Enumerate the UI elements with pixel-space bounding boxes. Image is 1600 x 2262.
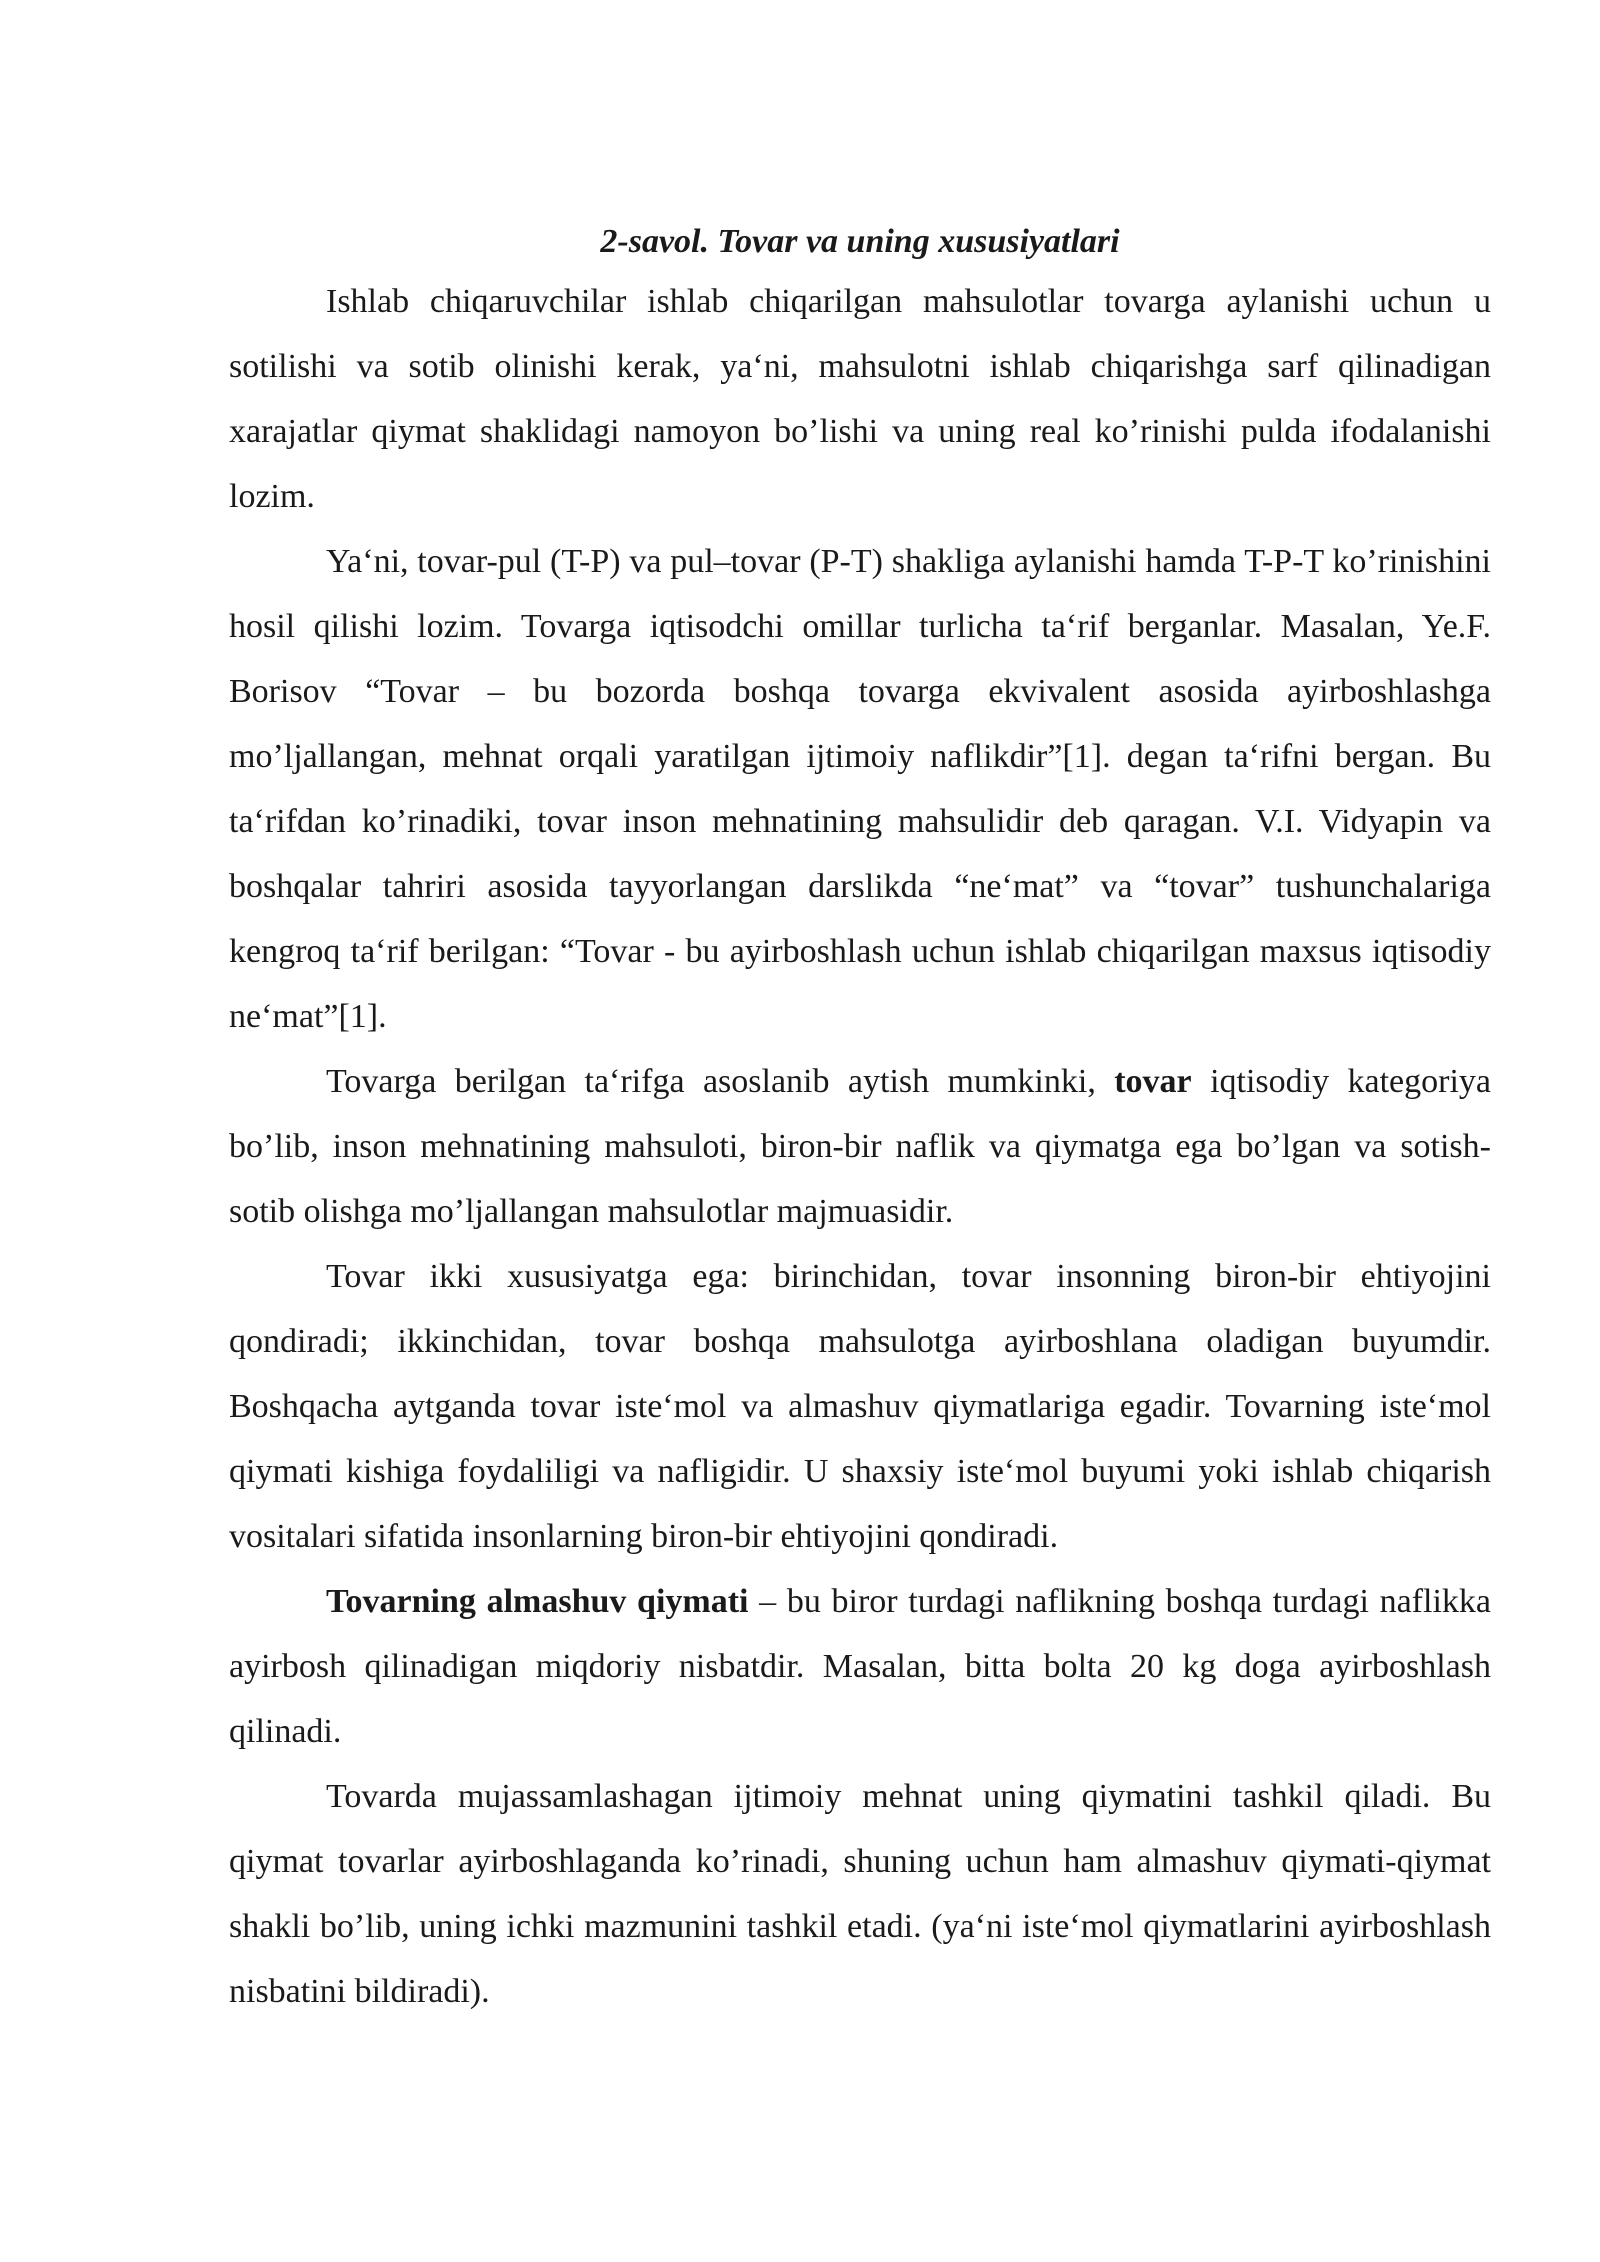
paragraph-4: Tovar ikki xususiyatga ega: birinchidan, tovar insonning biron-bir ehtiyojini qondiradi; ikkinchidan, tovar boshqa mahsulotga ayirboshlana oladigan buyumdir. Boshqacha aytganda tovar iste‘mol va almashuv qiymatlariga egadir. Tovarning iste‘mol qiymati kishiga foydaliligi va nafligidir. U shaxsiy iste‘mol buyumi yoki ishlab chiqarish vositalari sifatida insonlarning biron-bir ehtiyojini qondiradi. <box>229 1258 1491 1555</box>
paragraph-2: Ya‘ni, tovar-pul (T-P) va pul–tovar (P-T) shakliga aylanishi hamda T-P-T ko’rinishini hosil qilishi lozim. Tovarga iqtisodchi omillar turlicha ta‘rif berganlar. Masalan, Ye.F. Borisov “Tovar – bu bozorda boshqa tovarga ekvivalent asosida ayirboshlashga mo’ljallangan, mehnat orqali yaratilgan ijtimoiy naflikdir”[1]. degan ta‘rifni bergan. Bu ta‘rifdan ko’rinadiki, tovar inson mehnatining mahsulidir deb qaragan. V.I. Vidyapin va boshqalar tahriri asosida tayyorlangan darslikda “ne‘mat” va “tovar” tushunchalariga kengroq ta‘rif berilgan: “Tovar - bu ayirboshlash uchun ishlab chiqarilgan maxsus iqtisodiy ne‘mat”[1]. <box>229 543 1491 1035</box>
paragraph-1: Ishlab chiqaruvchilar ishlab chiqarilgan mahsulotlar tovarga aylanishi uchun u sotilishi va sotib olinishi kerak, ya‘ni, mahsulotni ishlab chiqarishga sarf qilinadigan xarajatlar qiymat shaklidagi namoyon bo’lishi va uning real ko’rinishi pulda ifodalanishi lozim. <box>229 283 1491 515</box>
term-almashuv-qiymati: Tovarning almashuv qiymati <box>326 1583 749 1620</box>
paragraph-5-after: – bu biror turdagi naflikning boshqa turdagi naflikka ayirbosh qilinadigan miqdoriy nisbatdir. Masalan, bitta bolta 20 kg doga ayirboshlash qilinadi. <box>229 1583 1491 1750</box>
paragraph-5 <box>229 1569 1491 1764</box>
paragraph-3 <box>229 1049 1491 1244</box>
paragraph-3-before: Tovarga berilgan ta‘rifga asoslanib aytish mumkinki, <box>326 1063 1115 1100</box>
paragraph-6: Tovarda mujassamlashagan ijtimoiy mehnat uning qiymatini tashkil qiladi. Bu qiymat tovarlar ayirboshlaganda ko’rinadi, shuning uchun ham almashuv qiymati-qiymat shakli bo’lib, uning ichki mazmunini tashkil etadi. (ya‘ni iste‘mol qiymatlarini ayirboshlash nisbatini bildiradi). <box>229 1778 1491 2010</box>
term-tovar: tovar <box>1114 1063 1192 1100</box>
document-title: 2-savol. Tovar va uning xususiyatlari <box>600 223 1120 260</box>
document-page <box>229 214 1491 2024</box>
paragraph-3-after: iqtisodiy kategoriya bo’lib, inson mehnatining mahsuloti, biron-bir naflik va qiymatga ega bo’lgan va sotish-sotib olishga mo’ljallangan mahsulotlar majmuasidir. <box>229 1063 1491 1230</box>
